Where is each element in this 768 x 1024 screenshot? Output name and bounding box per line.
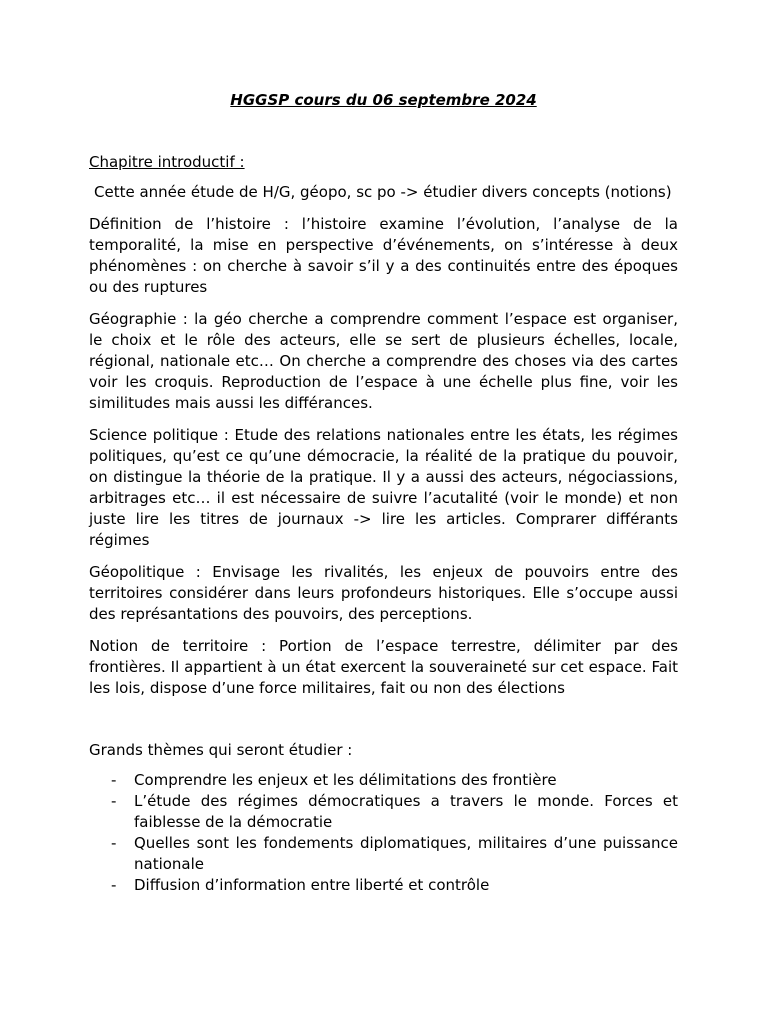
paragraph-territory: Notion de territoire : Portion de l’espace terrestre, délimiter par des frontières. Il appartient à un état exercent la souveraineté sur cet espace. Fait les lois, dispose d’une force militaires, fait ou non des élections bbox=[89, 637, 678, 697]
list-item bbox=[89, 875, 678, 896]
list-item-text: L’étude des régimes démocratiques a travers le monde. Forces et faiblesse de la démocratie bbox=[134, 792, 678, 831]
paragraph-political-science: Science politique : Etude des relations nationales entre les états, les régimes politiques, qu’est ce qu’une démocracie, la réalité de la pratique du pouvoir, on distingue la théorie de la pratique. Il y a aussi des acteurs, négociassions, arbitrages etc… il est nécessaire de suivre l’acutalité (voir le monde) et non juste lire les titres de journaux -> lire les articles. Comprarer différants régimes bbox=[89, 426, 678, 549]
themes-heading: Grands thèmes qui seront étudier : bbox=[89, 741, 353, 759]
bullet-dash: - bbox=[111, 876, 117, 894]
paragraph-geopolitics: Géopolitique : Envisage les rivalités, les enjeux de pouvoirs entre des territoires considérer dans leurs profondeurs historiques. Elle s’occupe aussi des représantations des pouvoirs, des perceptions. bbox=[89, 563, 678, 623]
list-item-text: Diffusion d’information entre liberté et contrôle bbox=[134, 876, 490, 894]
list-item-text: Quelles sont les fondements diplomatiques, militaires d’une puissance nationale bbox=[134, 834, 678, 873]
bullet-dash: - bbox=[111, 771, 117, 789]
list-item bbox=[89, 791, 678, 833]
list-item-text: Comprendre les enjeux et les délimitations des frontière bbox=[134, 771, 557, 789]
chapter-heading: Chapitre introductif : bbox=[89, 153, 245, 171]
paragraph-geography: Géographie : la géo cherche a comprendre comment l’espace est organiser, le choix et le rôle des acteurs, elle se sert de plusieurs échelles, locale, régional, nationale etc… On cherche a comprendre des choses via des cartes voir les croquis. Reproduction de l’espace à une échelle plus fine, voir les similitudes mais aussi les différances. bbox=[89, 310, 678, 412]
document-title: HGGSP cours du 06 septembre 2024 bbox=[230, 91, 537, 109]
paragraph-history: Définition de l’histoire : l’histoire examine l’évolution, l’analyse de la temporalité, la mise en perspective d’événements, on s’intéresse à deux phénomènes : on cherche à savoir s’il y a des continuités entre des époques ou des ruptures bbox=[89, 215, 678, 296]
list-item bbox=[89, 770, 678, 791]
bullet-dash: - bbox=[111, 834, 117, 852]
list-item bbox=[89, 833, 678, 875]
themes-list bbox=[89, 770, 678, 896]
bullet-dash: - bbox=[111, 792, 117, 810]
intro-line: Cette année étude de H/G, géopo, sc po -> étudier divers concepts (notions) bbox=[94, 183, 672, 201]
document-page bbox=[89, 90, 678, 896]
